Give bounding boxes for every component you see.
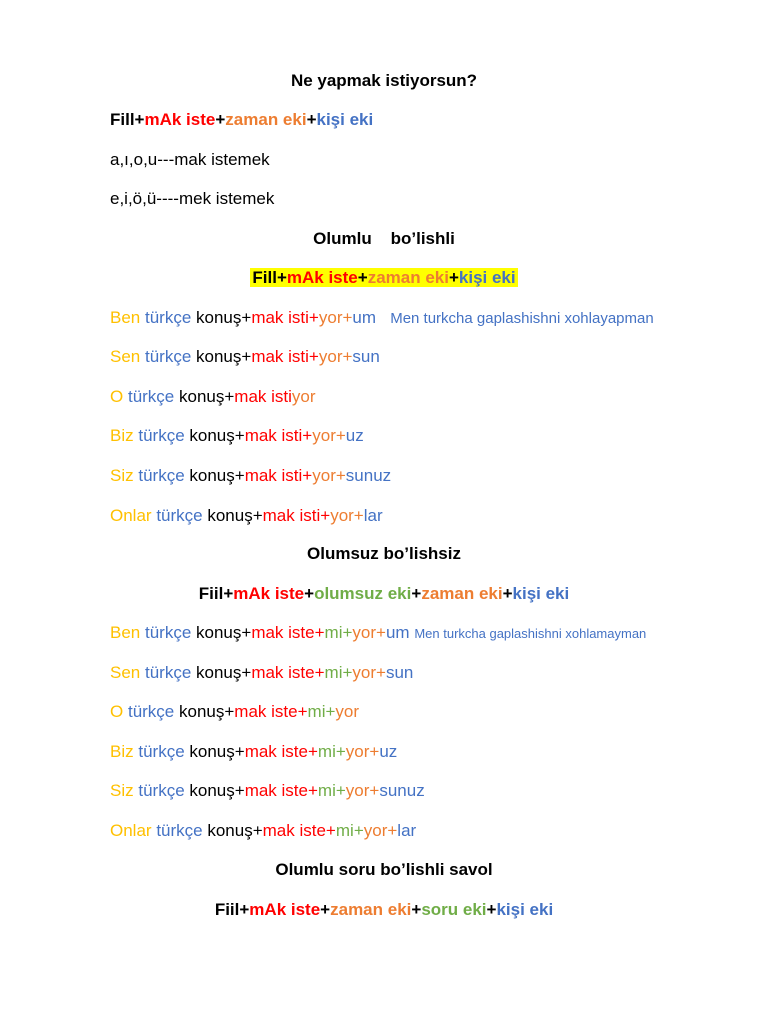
- formula-plus: +: [306, 110, 317, 129]
- pronoun: Ben: [110, 308, 141, 327]
- pronoun: Siz: [110, 466, 134, 485]
- yor-suffix: yor: [291, 387, 316, 406]
- pronoun: Onlar: [110, 506, 152, 525]
- verb-stem: konuş+: [179, 702, 235, 721]
- word-turkce: türkçe: [127, 702, 175, 721]
- positive-row-onlar: [110, 505, 728, 527]
- pronoun: Onlar: [110, 821, 152, 840]
- formula-zaman: zaman eki: [367, 268, 449, 287]
- person-suffix: um: [352, 308, 377, 327]
- pronoun: Biz: [110, 426, 134, 445]
- formula-fill: Fill+: [252, 268, 287, 287]
- formula-fill: Fill+: [110, 110, 145, 129]
- formula-mak: mAk iste: [249, 900, 321, 919]
- pronoun: Sen: [110, 347, 141, 366]
- formula-mak: mAk iste: [286, 268, 358, 287]
- word-turkce: türkçe: [138, 466, 185, 485]
- translation-note: Men turkcha gaplashishni xohlayapman: [390, 310, 654, 327]
- formula-soru: soru eki: [421, 900, 487, 919]
- formula-plus: +: [448, 268, 459, 287]
- mak-suffix: mak isti+: [244, 466, 313, 485]
- section-positive-heading: Olumlu bo’lishli: [313, 229, 455, 248]
- person-suffix: uz: [345, 426, 364, 445]
- mi-suffix: mi+: [324, 623, 353, 642]
- negative-row-siz: [110, 780, 728, 802]
- yor-suffix: yor+: [352, 663, 386, 682]
- section-question-heading: Olumlu soru bo’lishli savol: [275, 860, 493, 879]
- formula-plus: +: [357, 268, 368, 287]
- positive-row-o: [110, 386, 728, 408]
- person-suffix: sunuz: [345, 466, 392, 485]
- section-negative-heading: Olumsuz bo’lishsiz: [307, 544, 461, 563]
- mak-suffix: mak isti+: [244, 426, 313, 445]
- mak-suffix: mak iste+: [262, 821, 336, 840]
- word-turkce: türkçe: [144, 347, 192, 366]
- yor-suffix: yor+: [318, 347, 353, 366]
- formula-plus: +: [502, 584, 513, 603]
- yor-suffix: yor+: [318, 308, 353, 327]
- mak-suffix: mak iste+: [234, 702, 308, 721]
- mak-suffix: mak iste+: [251, 623, 325, 642]
- mak-suffix: mak iste+: [244, 742, 318, 761]
- person-suffix: um: [385, 623, 410, 642]
- yor-suffix: yor+: [352, 623, 386, 642]
- mak-suffix: mak isti+: [262, 506, 331, 525]
- person-suffix: sun: [352, 347, 380, 366]
- positive-row-siz: [110, 465, 728, 487]
- verb-stem: konuş+: [196, 623, 252, 642]
- verb-stem: konuş+: [189, 781, 245, 800]
- formula-plus: +: [411, 900, 422, 919]
- formula-plus: +: [486, 900, 497, 919]
- formula-negative: [0, 583, 768, 605]
- rule-back-vowels: a,ı,o,u---mak istemek: [110, 150, 270, 169]
- verb-stem: konuş+: [196, 308, 252, 327]
- positive-row-ben: [110, 307, 728, 330]
- word-turkce: türkçe: [138, 742, 185, 761]
- formula-plus: +: [320, 900, 331, 919]
- negative-row-biz: [110, 741, 728, 763]
- yor-suffix: yor+: [345, 781, 380, 800]
- formula-mak: mAk iste: [144, 110, 216, 129]
- formula-kisi: kişi eki: [512, 584, 570, 603]
- mak-suffix: mak isti+: [251, 347, 319, 366]
- mak-suffix: mak iste+: [244, 781, 318, 800]
- formula-intro: [110, 109, 728, 131]
- word-turkce: türkçe: [144, 308, 192, 327]
- formula-kisi: kişi eki: [496, 900, 554, 919]
- yor-suffix: yor+: [330, 506, 364, 525]
- word-turkce: türkçe: [138, 781, 185, 800]
- yor-suffix: yor+: [312, 426, 346, 445]
- formula-kisi: kişi eki: [458, 268, 516, 287]
- formula-zaman: zaman eki: [421, 584, 503, 603]
- yor-suffix: yor+: [363, 821, 398, 840]
- verb-stem: konuş+: [179, 387, 235, 406]
- pronoun: Sen: [110, 663, 141, 682]
- person-suffix: lar: [363, 506, 383, 525]
- verb-stem: konuş+: [207, 506, 263, 525]
- word-turkce: türkçe: [156, 506, 203, 525]
- formula-plus: +: [215, 110, 226, 129]
- word-turkce: türkçe: [156, 821, 203, 840]
- formula-fill: Fiil+: [214, 900, 250, 919]
- pronoun: O: [110, 702, 124, 721]
- yor-suffix: yor: [335, 702, 360, 721]
- pronoun: O: [110, 387, 124, 406]
- mak-suffix: mak isti+: [251, 308, 319, 327]
- formula-positive: [0, 267, 768, 289]
- formula-zaman: zaman eki: [225, 110, 307, 129]
- mi-suffix: mi+: [307, 702, 336, 721]
- verb-stem: konuş+: [189, 466, 245, 485]
- word-turkce: türkçe: [144, 623, 192, 642]
- person-suffix: sun: [385, 663, 414, 682]
- word-turkce: türkçe: [138, 426, 185, 445]
- yor-suffix: yor+: [312, 466, 346, 485]
- page-title: Ne yapmak istiyorsun?: [290, 71, 478, 90]
- positive-row-sen: [110, 346, 728, 368]
- person-suffix: lar: [397, 821, 417, 840]
- verb-stem: konuş+: [189, 426, 245, 445]
- word-turkce: türkçe: [127, 387, 175, 406]
- person-suffix: sunuz: [379, 781, 425, 800]
- mi-suffix: mi+: [324, 663, 353, 682]
- negative-row-sen: [110, 662, 728, 684]
- person-suffix: uz: [379, 742, 398, 761]
- negative-row-o: [110, 701, 728, 723]
- yor-suffix: yor+: [345, 742, 380, 761]
- pronoun: Biz: [110, 742, 134, 761]
- formula-zaman: zaman eki: [330, 900, 412, 919]
- formula-plus: +: [304, 584, 315, 603]
- mak-suffix: mak isti: [234, 387, 292, 406]
- formula-olumsuz: olumsuz eki: [314, 584, 412, 603]
- verb-stem: konuş+: [207, 821, 263, 840]
- formula-plus: +: [411, 584, 422, 603]
- formula-question: [0, 899, 768, 921]
- negative-row-onlar: [110, 820, 728, 842]
- positive-row-biz: [110, 425, 728, 447]
- verb-stem: konuş+: [189, 742, 245, 761]
- mi-suffix: mi+: [317, 742, 346, 761]
- verb-stem: konuş+: [196, 663, 252, 682]
- formula-mak: mAk iste: [233, 584, 305, 603]
- mi-suffix: mi+: [335, 821, 364, 840]
- mi-suffix: mi+: [317, 781, 346, 800]
- verb-stem: konuş+: [196, 347, 252, 366]
- formula-kisi: kişi eki: [316, 110, 374, 129]
- mak-suffix: mak iste+: [251, 663, 325, 682]
- negative-row-ben: [110, 622, 728, 645]
- rule-front-vowels: e,i,ö,ü----mek istemek: [110, 189, 275, 208]
- formula-fill: Fiil+: [198, 584, 234, 603]
- pronoun: Siz: [110, 781, 134, 800]
- translation-note: Men turkcha gaplashishni xohlamayman: [414, 626, 647, 641]
- pronoun: Ben: [110, 623, 141, 642]
- word-turkce: türkçe: [144, 663, 192, 682]
